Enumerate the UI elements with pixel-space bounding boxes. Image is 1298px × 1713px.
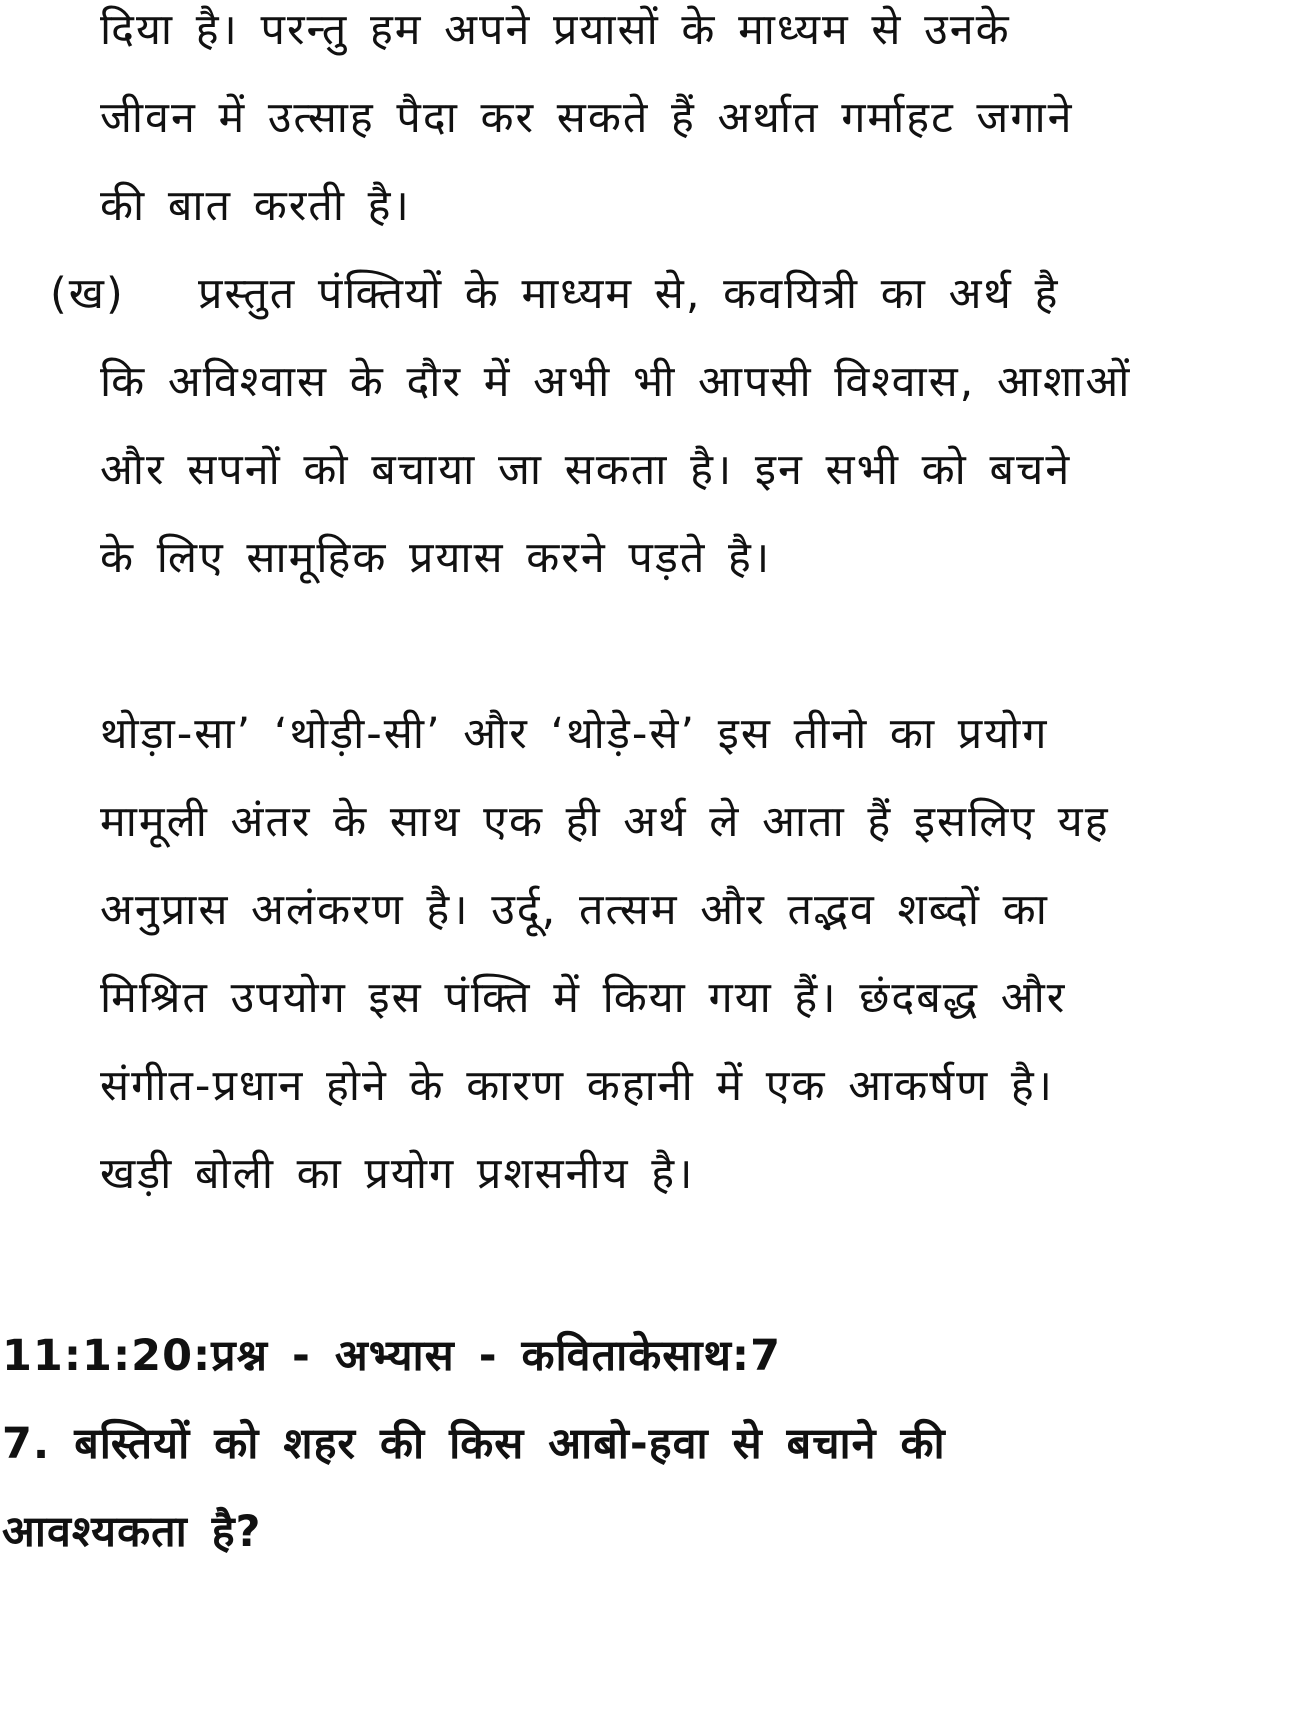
paragraph-line-2: मामूली अंतर के साथ एक ही अर्थ ले आता हैं इसलिए यह bbox=[100, 797, 1110, 847]
answer-b-marker: (ख) bbox=[50, 269, 125, 319]
answer-b-line-1-text: प्रस्तुत पंक्तियों के माध्यम से, कवयित्री का अर्थ है bbox=[198, 269, 1060, 319]
paragraph-line-5: संगीत-प्रधान होने के कारण कहानी में एक आकर्षण है। bbox=[100, 1061, 1054, 1111]
question-line-1: 7. बस्तियों को शहर की किस आबो-हवा से बचाने की bbox=[2, 1419, 946, 1469]
answer-a-line-2: जीवन में उत्साह पैदा कर सकते हैं अर्थात गर्माहट जगाने bbox=[100, 93, 1074, 143]
answer-b-line-1 bbox=[50, 264, 1059, 324]
answer-b-line-3: और सपनों को बचाया जा सकता है। इन सभी को बचने bbox=[100, 445, 1072, 495]
answer-a-line-1: दिया है। परन्तु हम अपने प्रयासों के माध्यम से उनके bbox=[100, 5, 1011, 55]
answer-b-line-2: कि अविश्वास के दौर में अभी भी आपसी विश्वास, आशाओं bbox=[100, 357, 1132, 407]
paragraph-line-1: थोड़ा-सा’ ‘थोड़ी-सी’ और ‘थोड़े-से’ इस तीनो का प्रयोग bbox=[100, 709, 1049, 759]
question-reference: 11:1:20:प्रश्न - अभ्यास - कविताकेसाथ:7 bbox=[2, 1331, 782, 1381]
paragraph-line-3: अनुप्रास अलंकरण है। उर्दू, तत्सम और तद्भव शब्दों का bbox=[100, 885, 1049, 935]
paragraph-line-6: खड़ी बोली का प्रयोग प्रशसनीय है। bbox=[100, 1149, 695, 1199]
paragraph-line-4: मिश्रित उपयोग इस पंक्ति में किया गया हैं। छंदबद्ध और bbox=[100, 973, 1067, 1023]
answer-b-line-4: के लिए सामूहिक प्रयास करने पड़ते है। bbox=[100, 533, 772, 583]
question-line-2: आवश्यकता है? bbox=[2, 1507, 262, 1557]
answer-a-line-3: की बात करती है। bbox=[100, 181, 411, 231]
